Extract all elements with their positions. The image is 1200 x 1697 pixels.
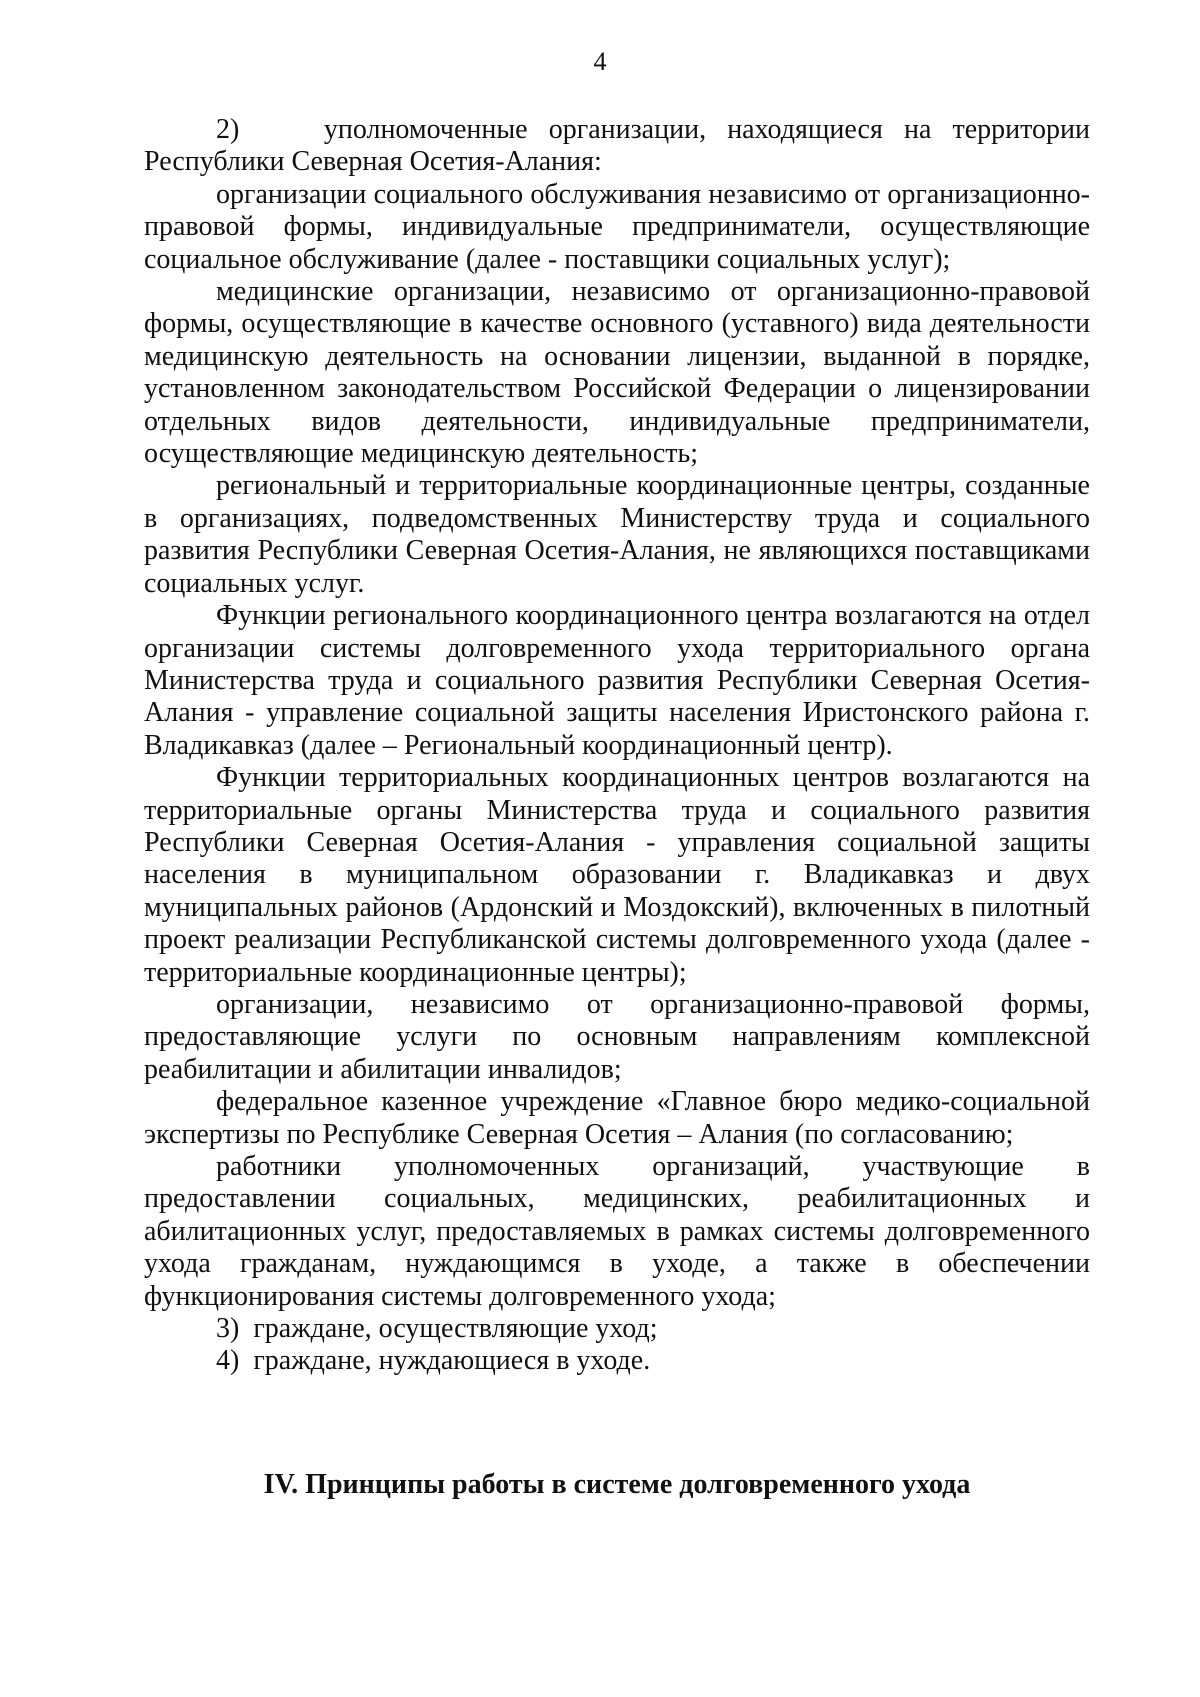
paragraph: региональный и территориальные координационные центры, созданные в организациях, подведомственных Министерству труда и социального развития Республики Северная Осетия-Алания, не являющихся поставщиками социальных услуг. (144, 470, 1090, 599)
paragraph: федеральное казенное учреждение «Главное бюро медико-социальной экспертизы по Республике Северная Осетия – Алания (по согласованию; (144, 1086, 1090, 1150)
section-heading: IV. Принципы работы в системе долговременного ухода (263, 1469, 971, 1500)
page-number: 4 (593, 47, 607, 76)
list-item: 3) граждане, осуществляющие уход; (216, 1313, 658, 1345)
paragraph: 2) уполномоченные организации, находящиеся на территории Республики Северная Осетия-Алания: (144, 114, 1090, 178)
paragraph: Функции территориальных координационных центров возлагаются на территориальные органы Министерства труда и социального развития Республики Северная Осетия-Алания - управления социальной защиты населения в муниципальном образовании г. Владикавказ и двух муниципальных районов (Ардонский и Моздокский), включенных в пилотный проект реализации Республиканской системы долговременного ухода (далее - территориальные координационные центры); (144, 762, 1090, 988)
body-text (144, 114, 1090, 1378)
paragraph: работники уполномоченных организаций, участвующие в предоставлении социальных, медицинских, реабилитационных и абилитационных услуг, предоставляемых в рамках системы долговременного ухода гражданам, нуждающимся в уходе, а также в обеспечении функционирования системы долговременного ухода; (144, 1151, 1090, 1312)
paragraph: организации, независимо от организационно-правовой формы, предоставляющие услуги по основным направлениям комплексной реабилитации и абилитации инвалидов; (144, 988, 1090, 1085)
list-item: 4) граждане, нуждающиеся в уходе. (216, 1345, 651, 1377)
paragraph: организации социального обслуживания независимо от организационно-правовой формы, индивидуальные предприниматели, осуществляющие социальное обслуживание (далее - поставщики социальных услуг); (144, 178, 1090, 275)
paragraph: медицинские организации, независимо от организационно-правовой формы, осуществляющие в качестве основного (уставного) вида деятельности медицинскую деятельность на основании лицензии, выданной в порядке, установленном законодательством Российской Федерации о лицензировании отдельных видов деятельности, индивидуальные предприниматели, осуществляющие медицинскую деятельность; (144, 276, 1090, 470)
paragraph: Функции регионального координационного центра возлагаются на отдел организации системы долговременного ухода территориального органа Министерства труда и социального развития Республики Северная Осетия-Алания - управление социальной защиты населения Иристонского района г. Владикавказ (далее – Региональный координационный центр). (144, 600, 1090, 761)
